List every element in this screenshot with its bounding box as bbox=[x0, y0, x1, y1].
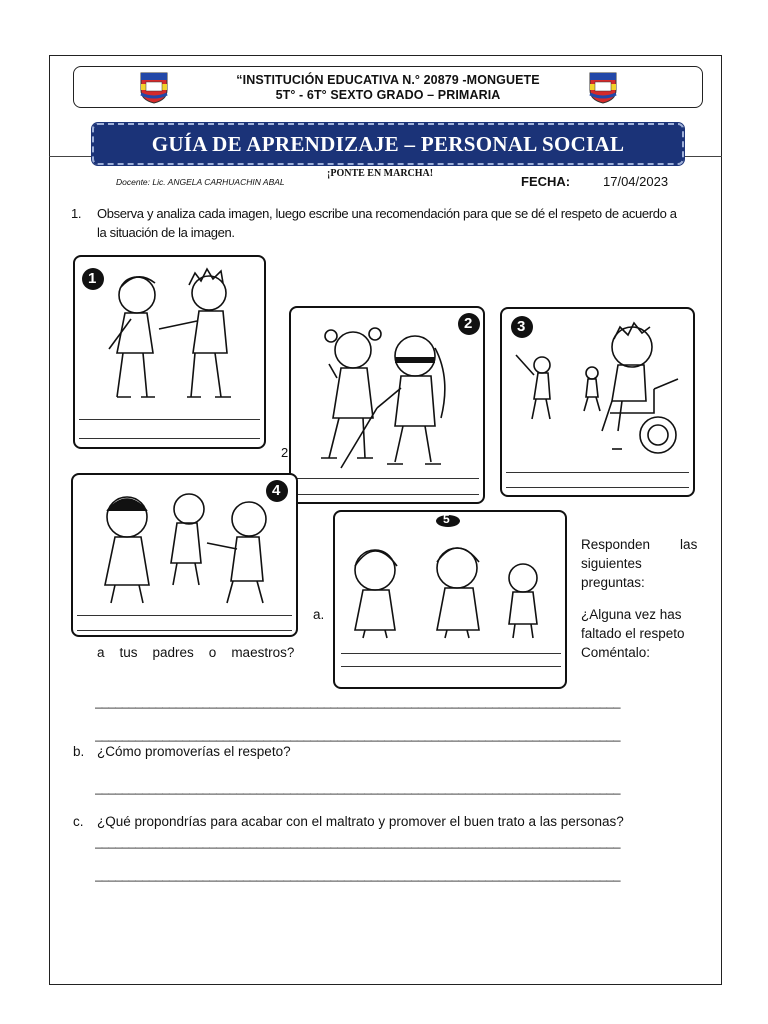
grade-line: 5T° - 6T° SEXTO GRADO – PRIMARIA bbox=[275, 88, 501, 102]
panel-number: 4 bbox=[272, 482, 281, 499]
question-b-letter: b. bbox=[73, 744, 85, 759]
question-a-text-4: Coméntalo: bbox=[581, 645, 651, 660]
answer-line-b[interactable]: ______________________________________________________________________________ bbox=[95, 780, 620, 795]
panel-number: 3 bbox=[517, 318, 526, 335]
children-excluding-child-illustration bbox=[73, 475, 296, 605]
girl-helping-blind-girl-illustration bbox=[291, 308, 483, 473]
image-panel-3 bbox=[500, 307, 695, 497]
answer-line-c-2[interactable]: ______________________________________________________________________________ bbox=[95, 867, 620, 882]
answer-line[interactable] bbox=[79, 419, 260, 420]
image-panel-2 bbox=[289, 306, 485, 504]
school-header bbox=[73, 66, 703, 108]
answer-line-a-2[interactable]: ______________________________________________________________________________ bbox=[95, 727, 620, 742]
children-mocking-child-illustration bbox=[335, 512, 565, 640]
questions-intro-3: preguntas: bbox=[581, 575, 645, 590]
answer-line[interactable] bbox=[341, 653, 561, 654]
answer-line[interactable] bbox=[295, 494, 479, 495]
question-a-letter: a. bbox=[313, 607, 325, 622]
school-crest-icon bbox=[587, 70, 619, 104]
answer-line[interactable] bbox=[79, 438, 260, 439]
questions-intro-1: Responden las bbox=[581, 537, 698, 552]
answer-line[interactable] bbox=[77, 615, 292, 616]
instruction-text-2: la situación de la imagen. bbox=[97, 225, 235, 240]
image-panel-5 bbox=[333, 510, 567, 689]
ponte-en-marcha: ¡PONTE EN MARCHA! bbox=[327, 168, 434, 179]
stray-number: 2 bbox=[281, 445, 289, 460]
image-panel-4 bbox=[71, 473, 298, 637]
answer-line-c-1[interactable]: ______________________________________________________________________________ bbox=[95, 834, 620, 849]
question-c-text: ¿Qué propondrías para acabar con el maltrato y promover el buen trato a las personas? bbox=[97, 814, 624, 829]
panel-number: 5 bbox=[443, 512, 450, 526]
fecha-label: FECHA: bbox=[521, 174, 571, 189]
school-name: “INSTITUCIÓN EDUCATIVA N.° 20879 -MONGUETE bbox=[236, 73, 540, 87]
question-b-text: ¿Cómo promoverías el respeto? bbox=[97, 744, 291, 759]
panel-number: 1 bbox=[88, 270, 97, 287]
answer-line[interactable] bbox=[341, 666, 561, 667]
answer-line[interactable] bbox=[506, 487, 689, 488]
panel-number: 2 bbox=[464, 315, 473, 332]
answer-line-a-1[interactable]: ______________________________________________________________________________ bbox=[95, 694, 620, 709]
fecha-value: 17/04/2023 bbox=[603, 174, 669, 189]
question-a-text-3: a tus padres o maestros? bbox=[97, 645, 295, 660]
answer-line[interactable] bbox=[77, 630, 292, 631]
instruction-number: 1. bbox=[71, 206, 82, 221]
instruction-text-1: Observa y analiza cada imagen, luego escribe una recomendación para que se dé el respeto de acuerdo a bbox=[97, 206, 677, 221]
question-a-text-1: ¿Alguna vez has bbox=[581, 607, 682, 622]
docente-name: Docente: Lic. ANGELA CARHUACHIN ABAL bbox=[116, 177, 285, 187]
questions-intro-2: siguientes bbox=[581, 556, 642, 571]
title-banner: GUÍA DE APRENDIZAJE – PERSONAL SOCIAL bbox=[92, 123, 684, 165]
answer-line[interactable] bbox=[295, 478, 479, 479]
question-a-text-2: faltado el respeto bbox=[581, 626, 685, 641]
question-c-letter: c. bbox=[73, 814, 84, 829]
image-panel-1 bbox=[73, 255, 266, 449]
answer-line[interactable] bbox=[506, 472, 689, 473]
